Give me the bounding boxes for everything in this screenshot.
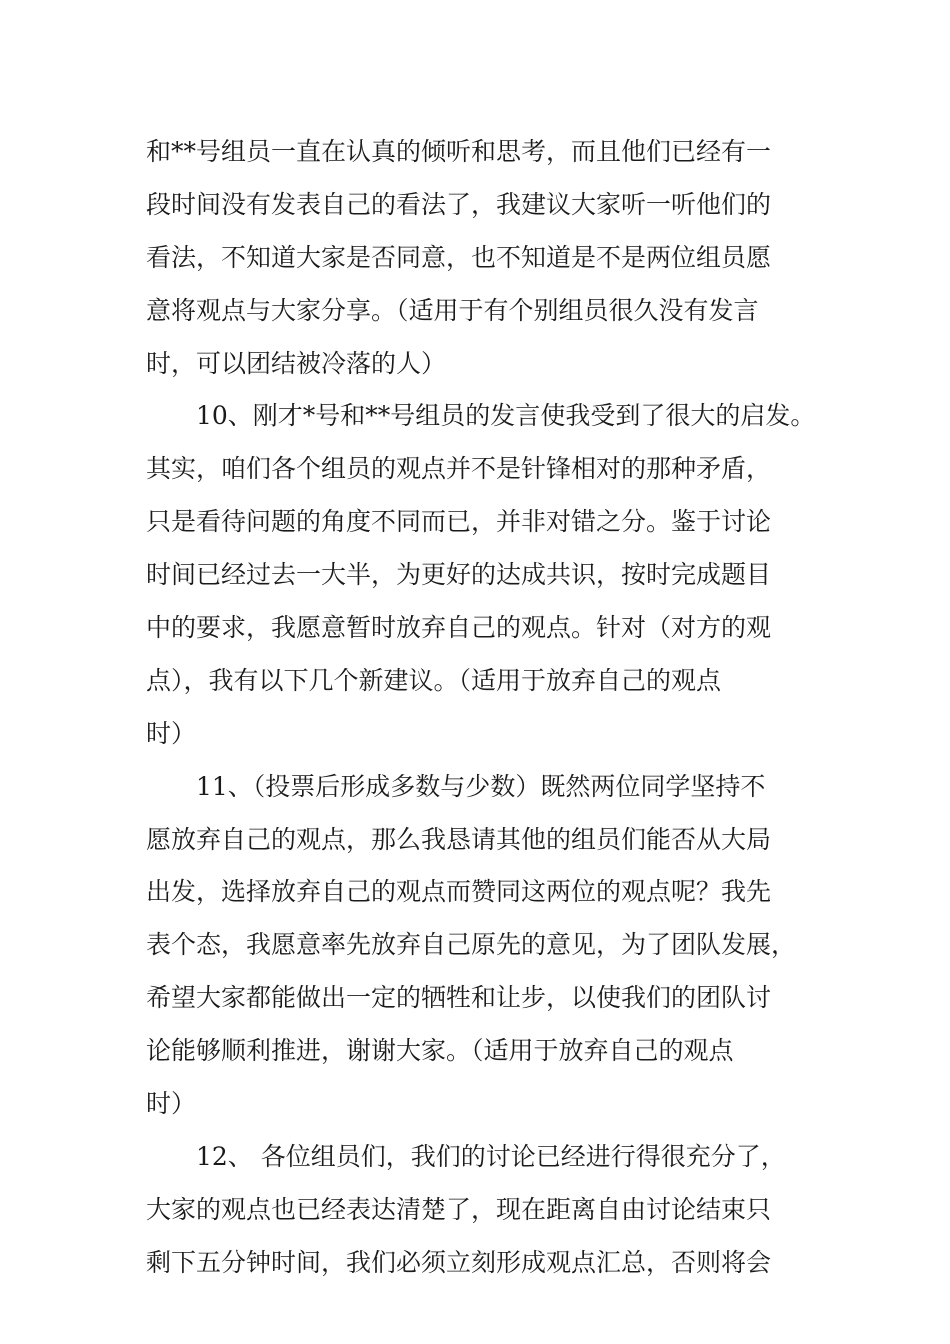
text-line: 时） <box>146 718 197 748</box>
text-line: 出发，选择放弃自己的观点而赞同这两位的观点呢？我先 <box>146 877 772 907</box>
text-line: 12、 各位组员们，我们的讨论已经进行得很充分了， <box>196 1141 786 1171</box>
paragraph-11 <box>146 761 826 1131</box>
text-line: 论能够顺利推进，谢谢大家。（适用于放弃自己的观点 <box>146 1036 734 1066</box>
text-line: 和**号组员一直在认真的倾听和思考，而且他们已经有一 <box>146 137 772 166</box>
text-line: 愿放弃自己的观点，那么我恳请其他的组员们能否从大局 <box>146 824 772 854</box>
text-line: 11、（投票后形成多数与少数）既然两位同学坚持不 <box>196 771 766 801</box>
text-line: 表个态，我愿意率先放弃自己原先的意见，为了团队发展， <box>146 930 797 960</box>
document-body <box>146 126 826 1290</box>
text-line: 其实，咱们各个组员的观点并不是针锋相对的那种矛盾， <box>146 454 772 484</box>
text-line: 意将观点与大家分享。（适用于有个别组员很久没有发言 <box>146 295 759 325</box>
text-line: 看法，不知道大家是否同意，也不知道是不是两位组员愿 <box>146 242 772 272</box>
text-line: 剩下五分钟时间，我们必须立刻形成观点汇总，否则将会 <box>146 1247 772 1277</box>
paragraph-continued <box>146 126 826 390</box>
text-line: 时，可以团结被冷落的人） <box>146 348 447 378</box>
text-line: 段时间没有发表自己的看法了，我建议大家听一听他们的 <box>146 189 772 219</box>
text-line: 希望大家都能做出一定的牺牲和让步，以使我们的团队讨 <box>146 983 772 1013</box>
paragraph-10 <box>146 390 826 760</box>
text-line: 大家的观点也已经表达清楚了，现在距离自由讨论结束只 <box>146 1194 772 1224</box>
text-line: 只是看待问题的角度不同而已，并非对错之分。鉴于讨论 <box>146 507 772 537</box>
text-line: 中的要求，我愿意暂时放弃自己的观点。针对（对方的观 <box>146 613 772 643</box>
text-line: 时） <box>146 1089 197 1119</box>
text-line: 时间已经过去一大半，为更好的达成共识，按时完成题目 <box>146 560 772 590</box>
paragraph-12 <box>146 1131 826 1290</box>
text-line: 10、刚才*号和**号组员的发言使我受到了很大的启发。 <box>196 401 816 431</box>
text-line: 点），我有以下几个新建议。（适用于放弃自己的观点 <box>146 665 722 695</box>
